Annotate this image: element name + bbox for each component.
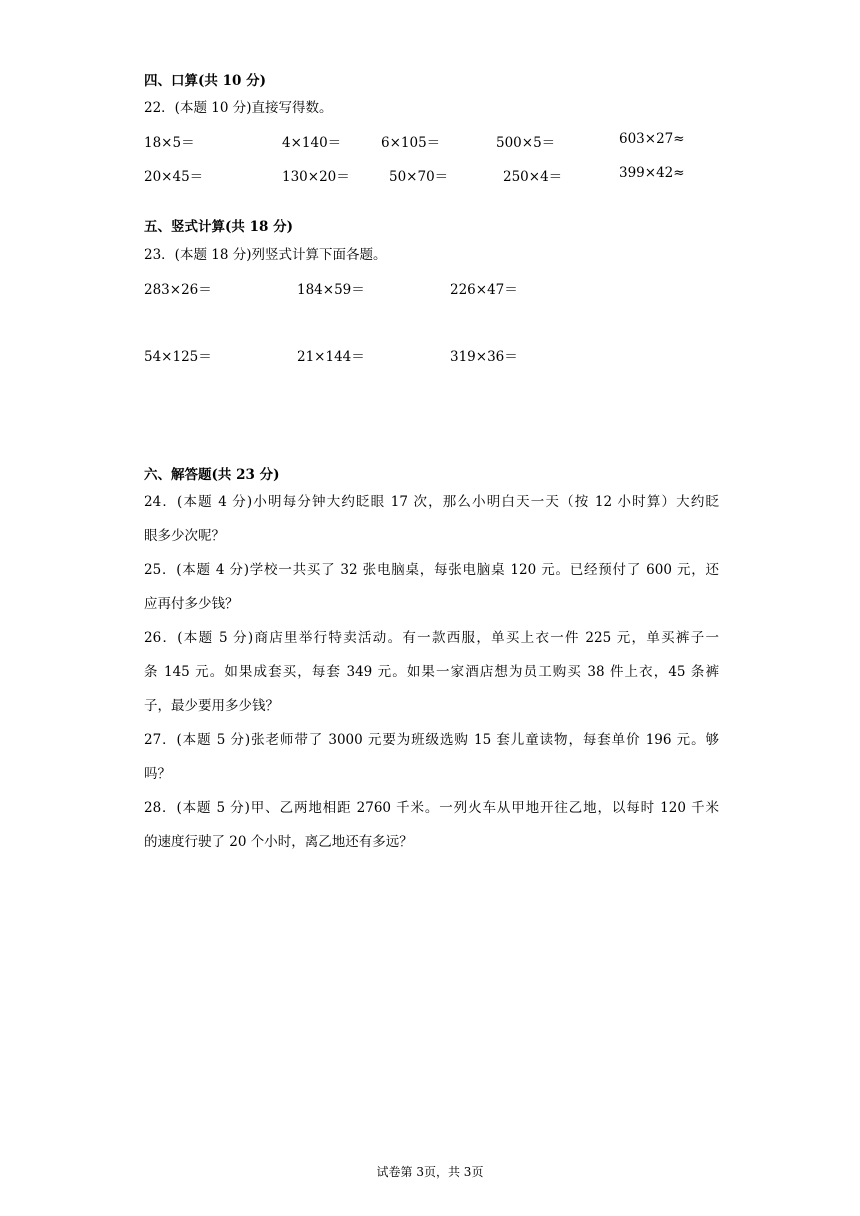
vertical-calc-item: 21×144＝ [297,349,365,365]
oral-calc-item: 20×45＝ [144,169,204,185]
section-6-heading: 六、解答题(共 23 分) [144,467,280,483]
question-28-line-2: 的速度行驶了 20 个小时，离乙地还有多远？ [144,834,413,850]
page-footer: 试卷第 3页，共 3页 [376,1165,484,1179]
question-27-line-2: 吗？ [144,766,171,782]
vertical-calc-item: 319×36＝ [450,349,518,365]
vertical-calc-item: 283×26＝ [144,282,212,298]
question-28-line-1: 28．(本题 5 分)甲、乙两地相距 2760 千米。一列火车从甲地开往乙地，以每时 120 千米 [144,800,719,816]
question-24-line-1: 24．(本题 4 分)小明每分钟大约眨眼 17 次，那么小明白天一天（按 12 小时算）大约眨 [144,494,719,510]
vertical-calc-item: 184×59＝ [297,282,365,298]
question-25-line-2: 应再付多少钱？ [144,596,239,612]
question-25-line-1: 25．(本题 4 分)学校一共买了 32 张电脑桌，每张电脑桌 120 元。已经预付了 600 元，还 [144,562,719,578]
oral-calc-item: 18×5＝ [144,135,195,151]
section-4-heading: 四、口算(共 10 分) [144,73,266,89]
oral-calc-item: 6×105＝ [381,135,441,151]
vertical-calc-item: 54×125＝ [144,349,212,365]
oral-calc-item: 4×140＝ [282,135,342,151]
oral-calc-item: 50×70＝ [389,169,449,185]
oral-calc-item: 250×4＝ [503,169,563,185]
oral-calc-item: 399×42≈ [619,165,685,181]
question-23: 23．(本题 18 分)列竖式计算下面各题。 [144,247,387,263]
question-22: 22．(本题 10 分)直接写得数。 [144,100,333,116]
question-24-line-2: 眼多少次呢？ [144,528,225,544]
oral-calc-item: 130×20＝ [282,169,350,185]
oral-calc-item: 603×27≈ [619,131,685,147]
section-5-heading: 五、竖式计算(共 18 分) [144,219,293,235]
question-27-line-1: 27．(本题 5 分)张老师带了 3000 元要为班级选购 15 套儿童读物，每套单价 196 元。够 [144,732,719,748]
oral-calc-item: 500×5＝ [496,135,556,151]
question-26-line-1: 26．(本题 5 分)商店里举行特卖活动。有一款西服，单买上衣一件 225 元，单买裤子一 [144,630,719,646]
question-26-line-3: 子，最少要用多少钱？ [144,698,279,714]
question-26-line-2: 条 145 元。如果成套买，每套 349 元。如果一家酒店想为员工购买 38 件上衣，45 条裤 [144,664,719,680]
vertical-calc-item: 226×47＝ [450,282,518,298]
